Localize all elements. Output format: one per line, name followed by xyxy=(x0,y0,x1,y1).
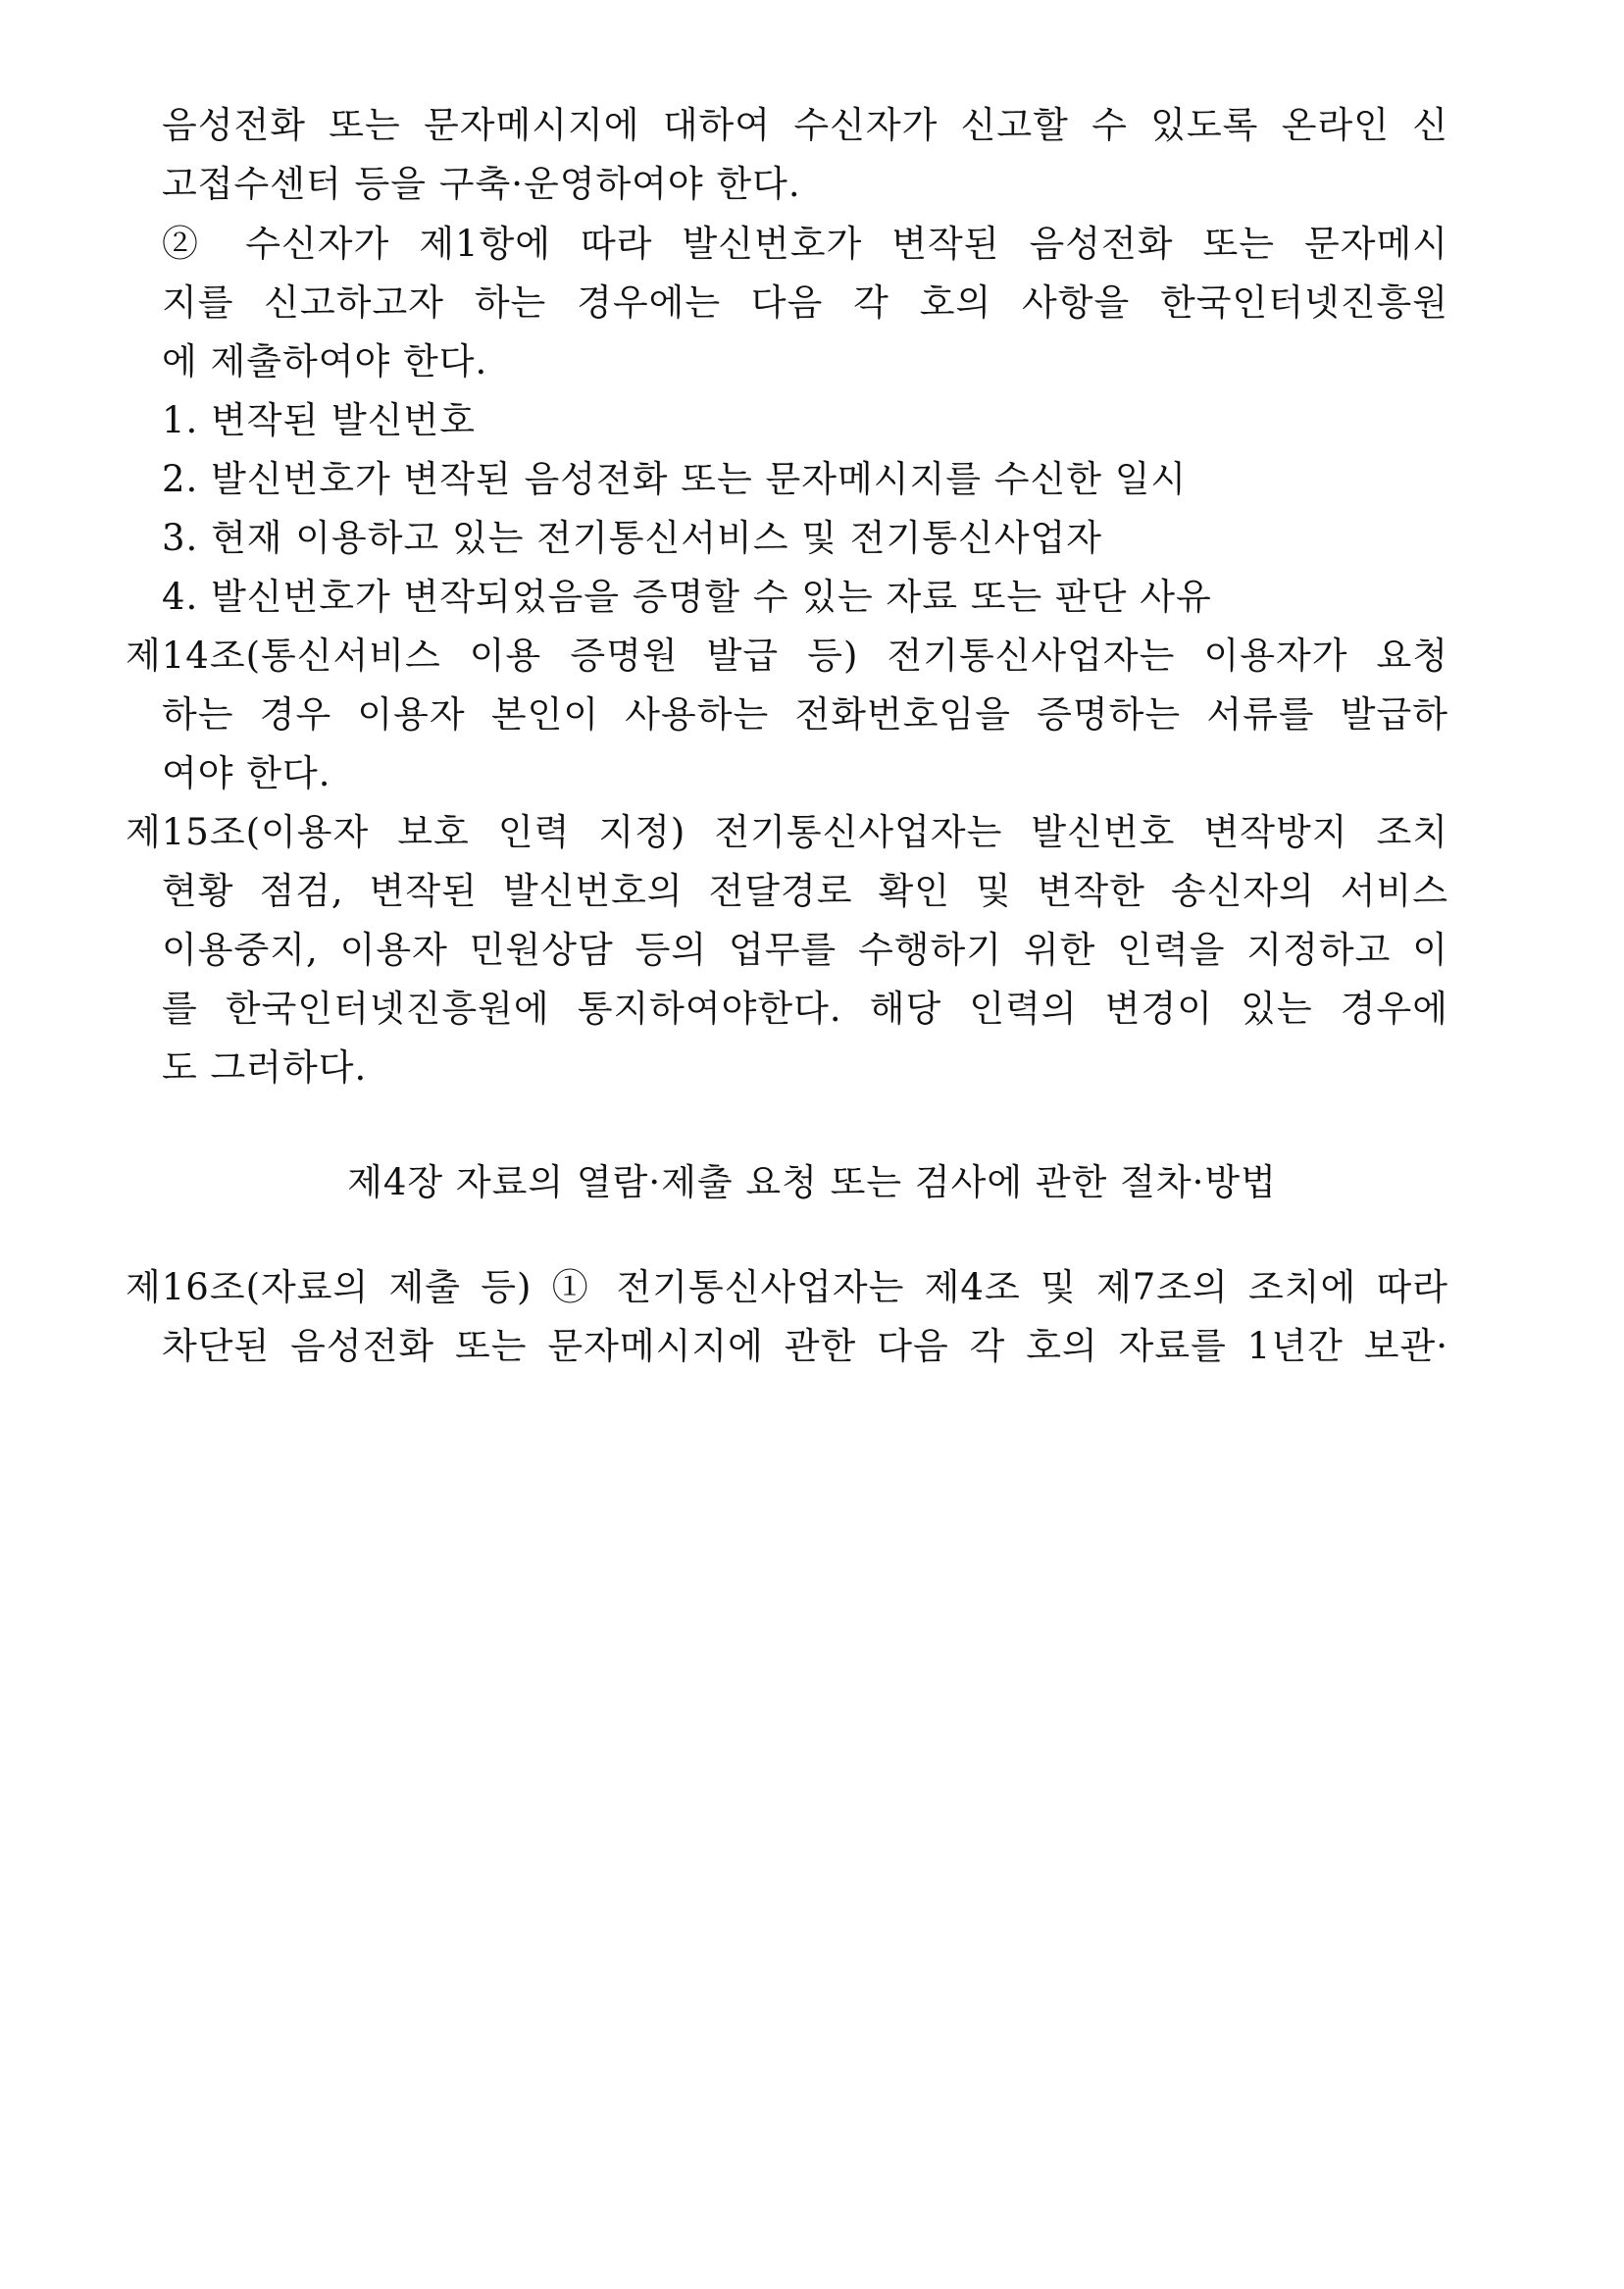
paragraph-line: 차단된 음성전화 또는 문자메시지에 관한 다음 각 호의 자료를 1년간 보관· xyxy=(162,1325,1448,1367)
paragraph-line: 도 그러하다. xyxy=(162,1046,368,1089)
article-heading-line: 제15조(이용자 보호 인력 지정) 전기통신사업자는 발신번호 변작방지 조치 xyxy=(126,811,1448,853)
list-item: 3. 현재 이용하고 있는 전기통신서비스 및 전기통신사업자 xyxy=(162,517,1102,559)
paragraph-line: 고접수센터 등을 구축·운영하여야 한다. xyxy=(162,163,801,205)
paragraph-line: 여야 한다. xyxy=(162,752,331,794)
chapter-title: 제4장 자료의 열람·제출 요청 또는 검사에 관한 절차·방법 xyxy=(347,1161,1277,1203)
article-heading-line: 제14조(통신서비스 이용 증명원 발급 등) 전기통신사업자는 이용자가 요청 xyxy=(126,635,1448,677)
paragraph-line: 에 제출하여야 한다. xyxy=(162,340,488,382)
paragraph-line: 를 한국인터넷진흥원에 통지하여야한다. 해당 인력의 변경이 있는 경우에 xyxy=(162,988,1448,1030)
article-heading-line: 제16조(자료의 제출 등) ① 전기통신사업자는 제4조 및 제7조의 조치에 따라 xyxy=(126,1266,1448,1308)
list-item: 4. 발신번호가 변작되었음을 증명할 수 있는 자료 또는 판단 사유 xyxy=(162,576,1212,618)
paragraph-line: 이용중지, 이용자 민원상담 등의 업무를 수행하기 위한 인력을 지정하고 이 xyxy=(162,929,1448,971)
paragraph-line: 하는 경우 이용자 본인이 사용하는 전화번호임을 증명하는 서류를 발급하 xyxy=(162,693,1448,736)
list-item: 2. 발신번호가 변작된 음성전화 또는 문자메시지를 수신한 일시 xyxy=(162,458,1188,500)
paragraph-line: 지를 신고하고자 하는 경우에는 다음 각 호의 사항을 한국인터넷진흥원 xyxy=(162,281,1448,324)
paragraph-line: 음성전화 또는 문자메시지에 대하여 수신자가 신고할 수 있도록 온라인 신 xyxy=(162,104,1448,146)
paragraph-line: 현황 점검, 변작된 발신번호의 전달경로 확인 및 변작한 송신자의 서비스 xyxy=(162,870,1448,912)
list-item: 1. 변작된 발신번호 xyxy=(162,399,477,441)
paragraph-line: ② 수신자가 제1항에 따라 발신번호가 변작된 음성전화 또는 문자메시 xyxy=(162,223,1448,265)
